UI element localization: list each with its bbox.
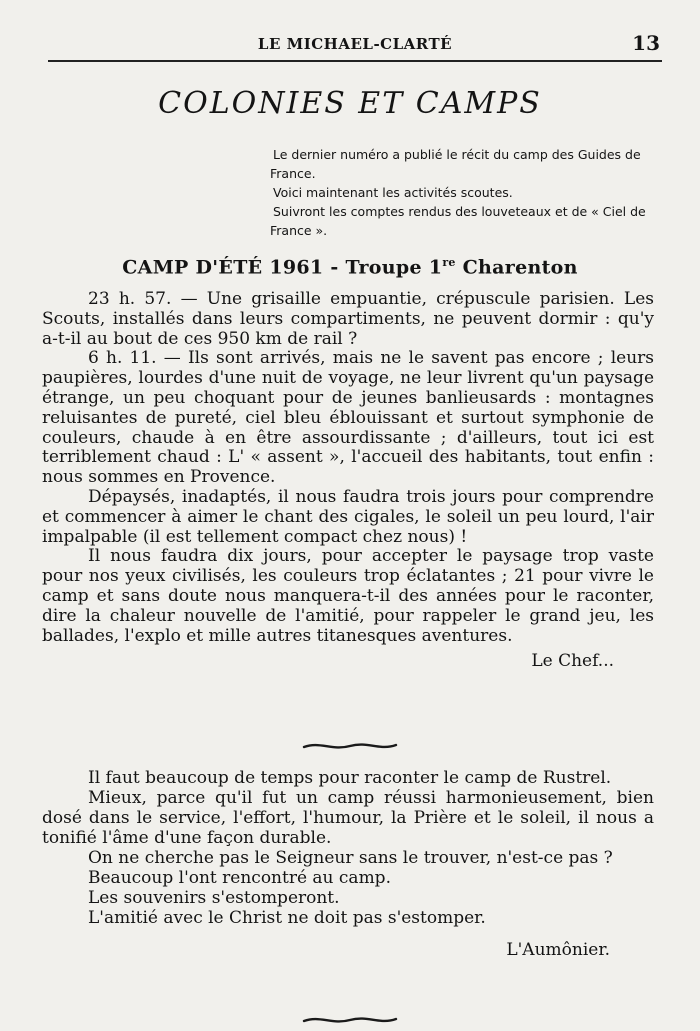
chaplain-paragraph: Il faut beaucoup de temps pour raconter le camp de Rustrel. xyxy=(88,768,612,788)
intro-line: Voici maintenant les activités scoutes. xyxy=(273,185,513,200)
article-title xyxy=(0,256,700,278)
article-paragraph: 23 h. 57. — Une grisaille empuantie, crépuscule parisien. Les Scouts, installés dans leurs compartiments, ne peuvent dormir : qu'y a-t-il au bout de ces 950 km de rail ? xyxy=(42,289,654,349)
article-title-main: CAMP D'ÉTÉ 1961 - Troupe 1 xyxy=(122,256,443,279)
flourish-divider-icon xyxy=(300,738,400,754)
chaplain-signature: L'Aumônier. xyxy=(506,940,610,960)
running-title: LE MICHAEL-CLARTÉ xyxy=(257,35,453,53)
chaplain-paragraph: Mieux, parce qu'il fut un camp réussi harmonieusement, bien dosé dans le service, l'effort, l'humour, la Prière et le soleil, il nous a tonifié l'âme d'une façon durable. xyxy=(42,788,654,848)
article-title-sup: re xyxy=(442,256,456,269)
intro-line: Le dernier numéro a publié le récit du camp des Guides de France. xyxy=(270,147,641,181)
article-paragraph: 6 h. 11. — Ils sont arrivés, mais ne le savent pas encore ; leurs paupières, lourdes d'une nuit de voyage, ne leur livrent qu'un paysage étrange, un peu choquant pour de jeunes banlieusards : montagnes reluisantes de pureté, ciel bleu éblouissant et surtout symphonie de couleurs, chaude à en être assourdissante ; d'ailleurs, tout ici est terriblement chaud : L' « assent », l'accueil des habitants, tout enfin : nous sommes en Provence. xyxy=(42,348,654,488)
intro-line: Suivront les comptes rendus des louveteaux et de « Ciel de France ». xyxy=(270,204,646,238)
article-body xyxy=(42,290,654,672)
chaplain-paragraph: Beaucoup l'ont rencontré au camp. xyxy=(88,868,391,888)
chef-signature: Le Chef... xyxy=(531,651,614,672)
page-number: 13 xyxy=(632,31,660,55)
chaplain-body xyxy=(42,768,654,960)
article-paragraph: Il nous faudra dix jours, pour accepter le paysage trop vaste pour nos yeux civilisés, les couleurs trop éclatantes ; 21 pour vivre le camp et sans doute nous manquera-t-il des années pour le raconter, dire la chaleur nouvelle de l'amitié, pour rappeler le grand jeu, les ballades, l'explo et mille autres titanesques aventures. xyxy=(42,546,654,646)
intro-note xyxy=(270,145,670,240)
chaplain-paragraph: Les souvenirs s'estomperont. xyxy=(88,888,340,908)
chaplain-paragraph: On ne cherche pas le Seigneur sans le trouver, n'est-ce pas ? xyxy=(88,848,613,868)
chaplain-paragraph: L'amitié avec le Christ ne doit pas s'estomper. xyxy=(88,908,486,928)
article-title-end: Charenton xyxy=(455,256,578,279)
flourish-divider-icon xyxy=(300,1012,400,1028)
section-title: COLONIES ET CAMPS xyxy=(158,86,542,121)
article-paragraph: Dépaysés, inadaptés, il nous faudra trois jours pour comprendre et commencer à aimer le chant des cigales, le soleil un peu lourd, l'air impalpable (il est tellement compact chez nous) ! xyxy=(42,486,654,547)
running-header xyxy=(48,31,662,62)
